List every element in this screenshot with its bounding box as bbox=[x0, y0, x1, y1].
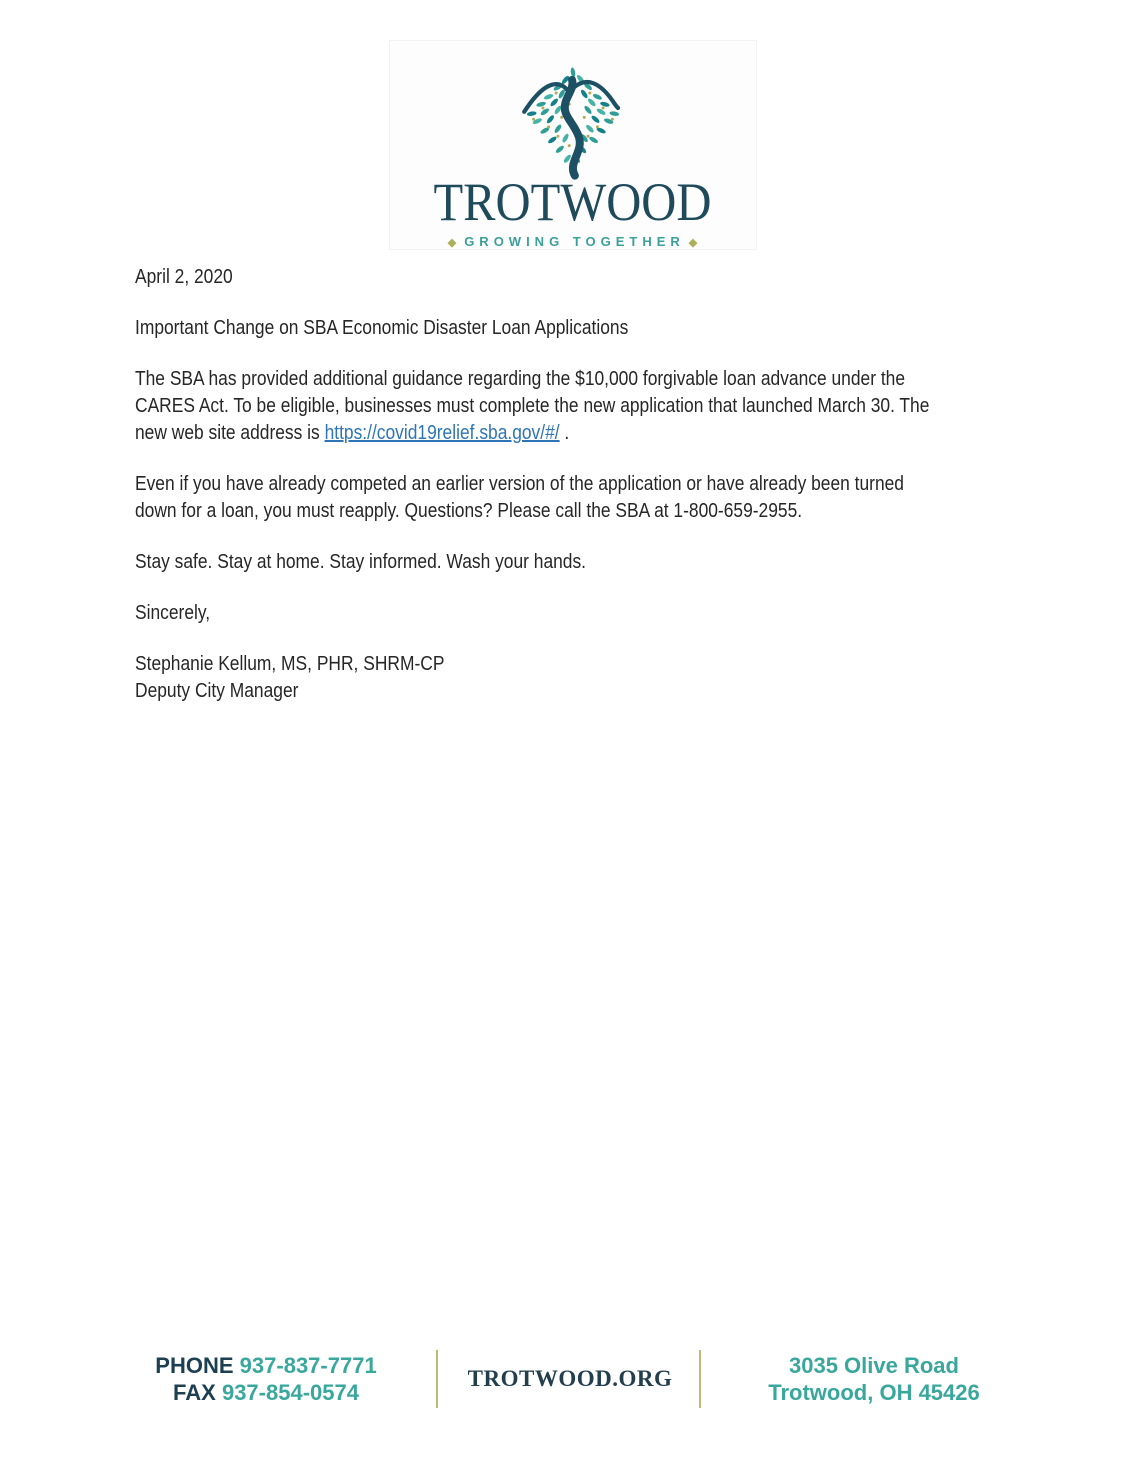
address-line: Trotwood, OH 45426 bbox=[768, 1380, 980, 1405]
fax-number: 937-854-0574 bbox=[221, 1380, 359, 1405]
trotwood-logo bbox=[389, 40, 757, 250]
fax-row bbox=[136, 1379, 396, 1406]
paragraph-stay-safe: Stay safe. Stay at home. Stay informed. Wash your hands. bbox=[135, 551, 587, 573]
phone-label: PHONE bbox=[155, 1353, 234, 1378]
tree-trunk bbox=[524, 80, 618, 176]
paragraph-reapply bbox=[135, 471, 996, 525]
footer-contact-block bbox=[136, 1352, 396, 1406]
footer-divider bbox=[699, 1350, 701, 1408]
link-lead-text: new web site address is bbox=[135, 422, 325, 444]
paragraph-line: down for a loan, you must reapply. Questions? Please call the SBA at 1-800-659-2955. bbox=[135, 500, 803, 522]
logo-wordmark: TROTWOOD bbox=[433, 172, 712, 232]
diamond-bullet-icon: ◆ bbox=[447, 237, 457, 249]
paragraph-sba-guidance bbox=[135, 366, 996, 447]
paragraph-line: CARES Act. To be eligible, businesses must complete the new application that launched March 30. The bbox=[135, 395, 930, 417]
address-line: 3035 Olive Road bbox=[789, 1353, 959, 1378]
paragraph-line bbox=[135, 420, 996, 447]
signature-name: Stephanie Kellum, MS, PHR, SHRM-CP bbox=[135, 653, 445, 675]
paragraph-line: The SBA has provided additional guidance regarding the $10,000 forgivable loan advance under the bbox=[135, 368, 906, 390]
letter-date: April 2, 2020 bbox=[135, 266, 233, 288]
phone-row bbox=[136, 1352, 396, 1379]
footer-website: TROTWOOD.ORG bbox=[467, 1366, 673, 1391]
link-trail-text: . bbox=[559, 422, 570, 444]
tree-diamond-icon bbox=[511, 63, 635, 185]
signature-title: Deputy City Manager bbox=[135, 680, 299, 702]
diamond-bullet-icon: ◆ bbox=[688, 237, 698, 249]
logo-tagline bbox=[448, 235, 698, 249]
fax-label: FAX bbox=[173, 1380, 216, 1405]
footer-address-block bbox=[754, 1352, 994, 1406]
footer bbox=[0, 1348, 1145, 1418]
paragraph-line: Even if you have already competed an earlier version of the application or have already been turned bbox=[135, 473, 904, 495]
covid19relief-link[interactable]: https://covid19relief.sba.gov/#/ bbox=[324, 422, 560, 444]
closing: Sincerely, bbox=[135, 602, 211, 624]
letter-body bbox=[135, 264, 996, 705]
footer-divider bbox=[436, 1350, 438, 1408]
phone-number: 937-837-7771 bbox=[239, 1353, 377, 1378]
letter-subject: Important Change on SBA Economic Disaster Loan Applications bbox=[135, 317, 629, 339]
tagline-text: GROWING TOGETHER bbox=[464, 234, 685, 249]
